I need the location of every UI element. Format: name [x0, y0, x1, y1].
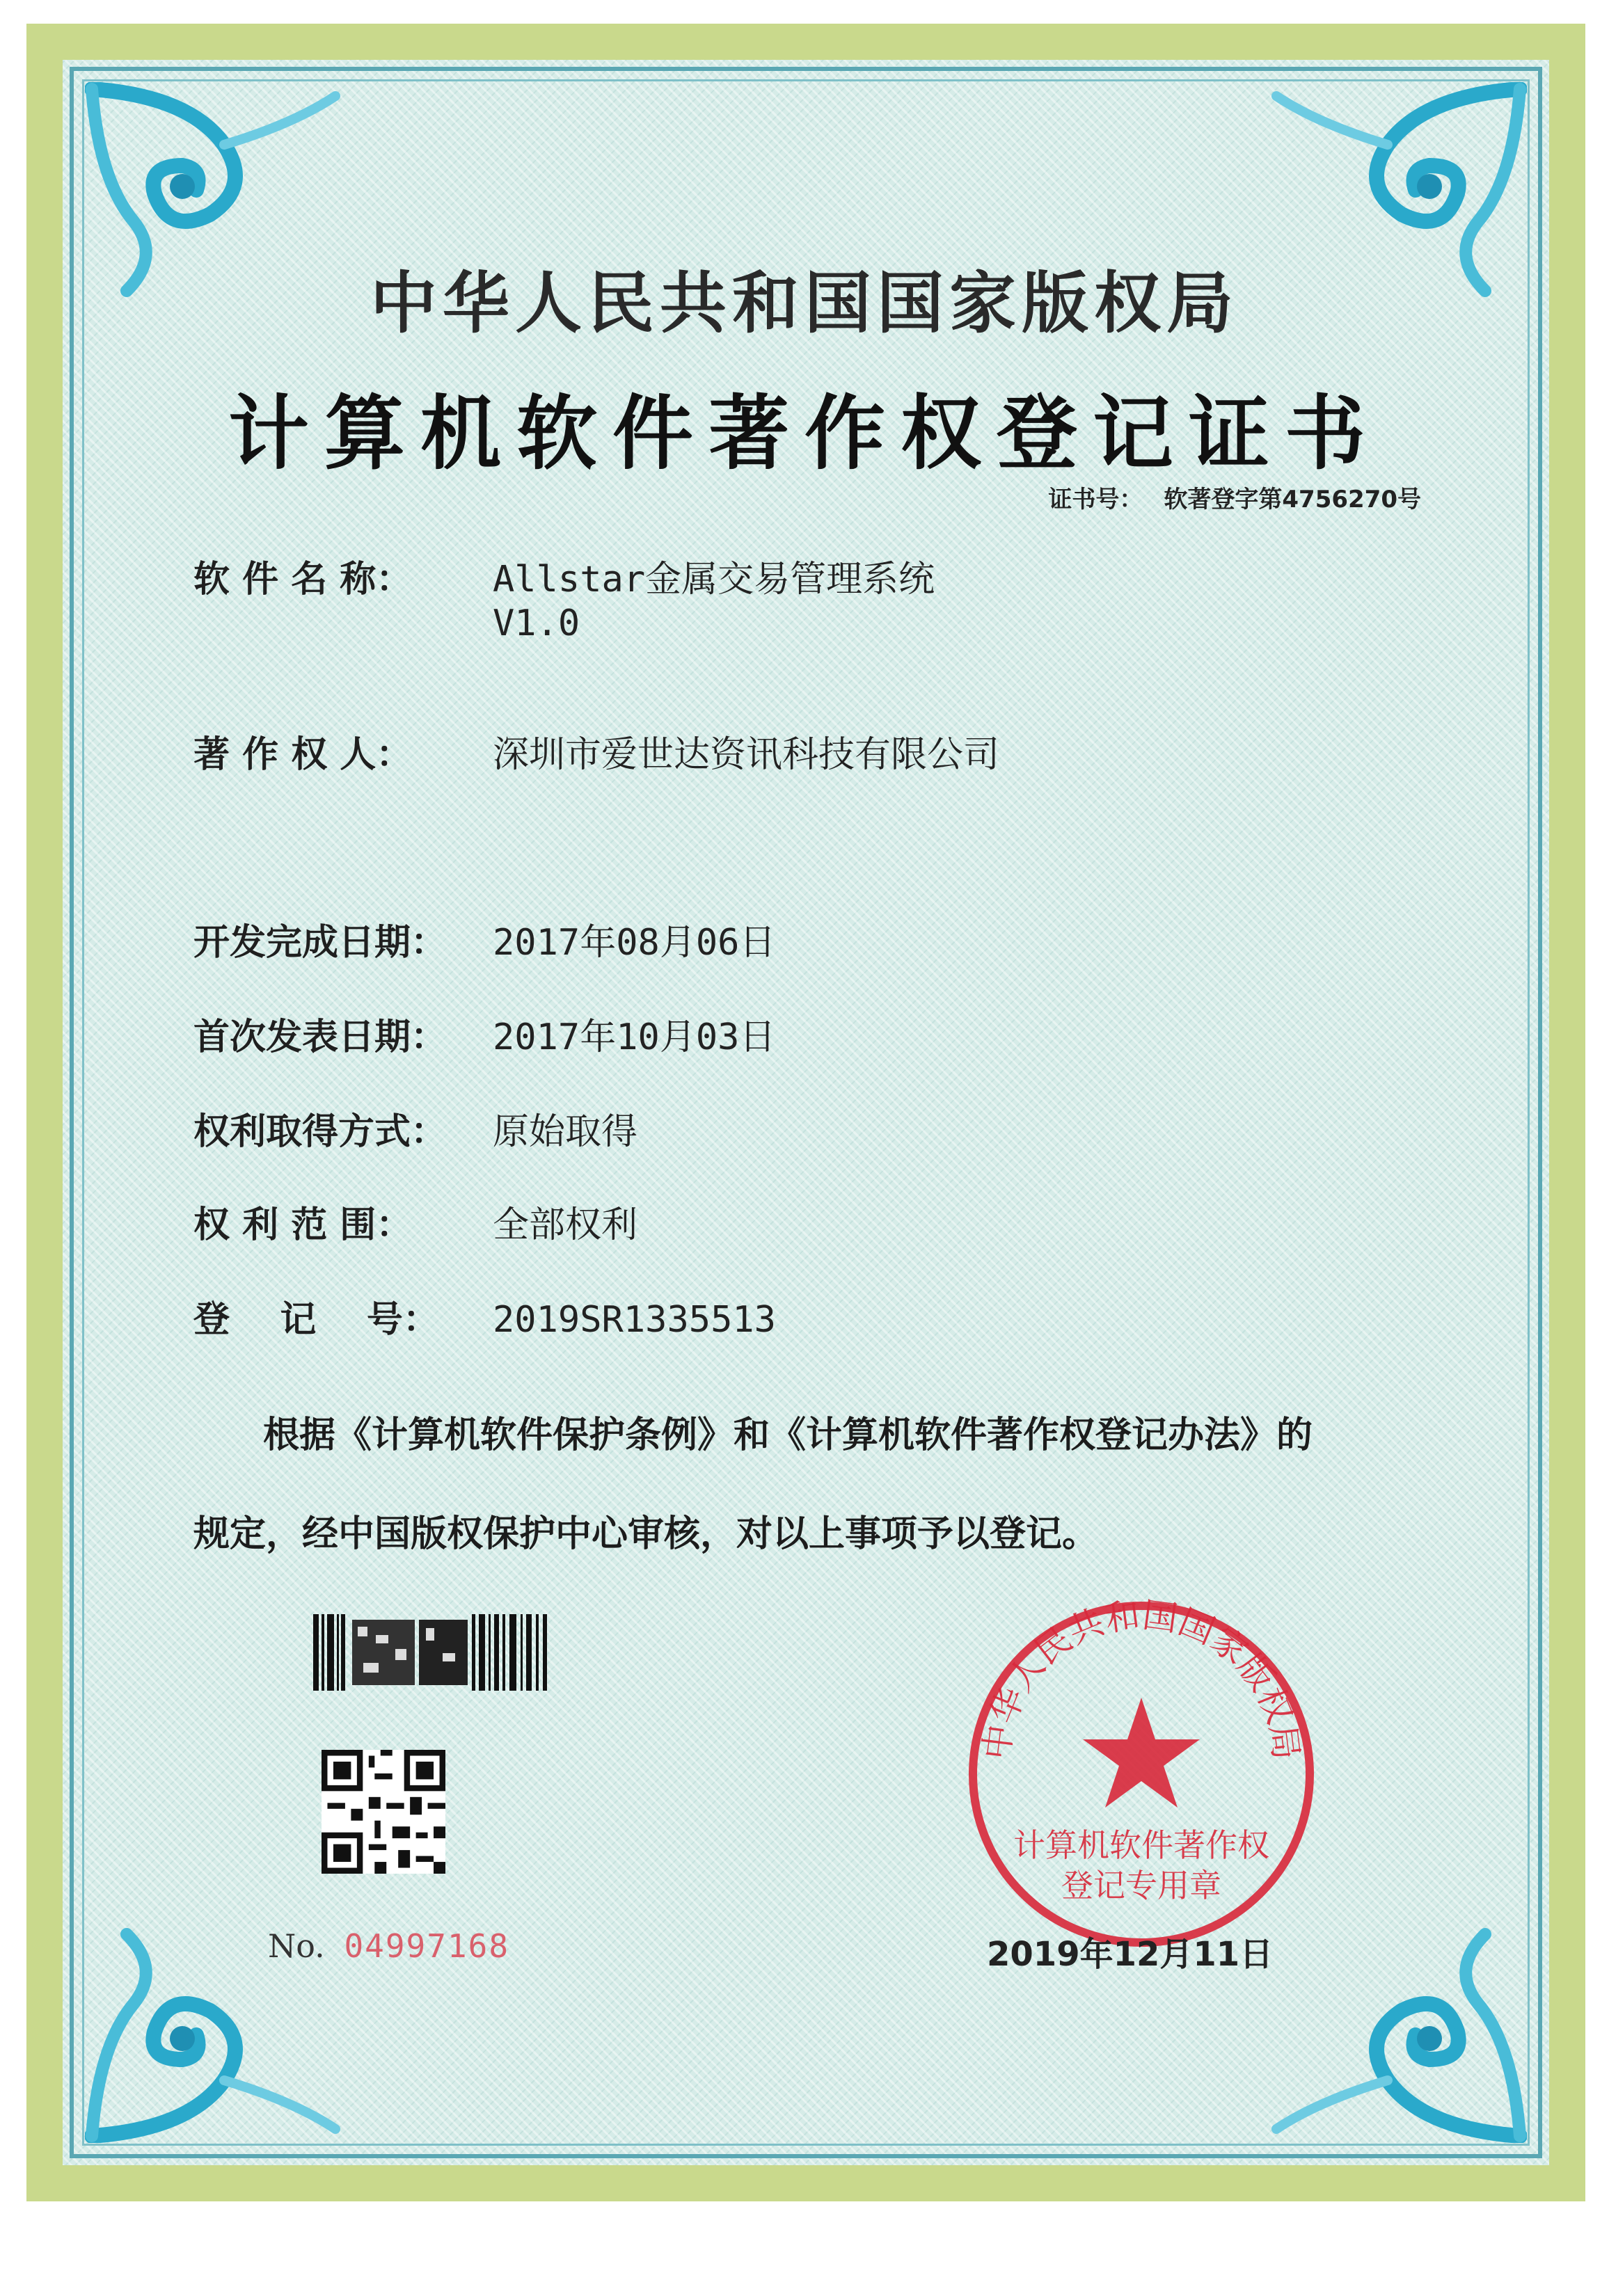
acquisition-label: 权利取得方式：	[193, 1111, 447, 1153]
owner-label: 著 作 权 人：	[193, 734, 413, 776]
publish-date-label: 首次发表日期：	[193, 1017, 447, 1058]
certificate-number-label: 证书号：	[1048, 486, 1143, 513]
seal-ring-text: 中华人民共和国国家版权局	[976, 1594, 1307, 1762]
acquisition-value: 原始取得	[493, 1111, 638, 1153]
software-name-label: 软 件 名 称：	[193, 559, 413, 600]
field-registration-number	[193, 1297, 776, 1343]
seal-star-icon	[1083, 1698, 1200, 1808]
field-completion-date	[193, 920, 775, 966]
official-seal	[960, 1593, 1322, 1955]
barcode	[313, 1614, 550, 1691]
field-publish-date	[193, 1014, 775, 1060]
issuer-title: 中华人民共和国国家版权局	[370, 264, 1239, 342]
scope-value: 全部权利	[493, 1204, 638, 1246]
field-owner	[193, 732, 999, 778]
certificate-title: 计算机软件著作权登记证书	[228, 386, 1381, 481]
scope-label: 权 利 范 围：	[193, 1204, 413, 1246]
serial-number	[268, 1927, 509, 1965]
publish-date-value: 2017年10月03日	[493, 1017, 776, 1058]
field-software-name	[193, 557, 935, 603]
seal-inner-line-1: 计算机软件著作权	[1013, 1826, 1269, 1864]
completion-date-value: 2017年08月06日	[493, 922, 776, 964]
completion-date-label: 开发完成日期：	[193, 922, 447, 964]
owner-value: 深圳市爱世达资讯科技有限公司	[493, 734, 1000, 776]
issue-date: 2019年12月11日	[987, 1935, 1274, 1974]
reg-no-label: 登 记 号：	[193, 1299, 439, 1341]
field-rights-scope	[193, 1202, 637, 1248]
certificate-number	[1048, 480, 1421, 514]
field-acquisition-method	[193, 1109, 637, 1155]
software-version: V1.0	[493, 603, 580, 644]
reg-no-value: 2019SR1335513	[493, 1299, 776, 1341]
serial-value: 04997168	[344, 1927, 510, 1965]
certificate-number-value: 软著登字第4756270号	[1164, 486, 1421, 513]
statement-line-1: 根据《计算机软件保护条例》和《计算机软件著作权登记办法》的	[263, 1414, 1313, 1456]
qr-code	[322, 1750, 445, 1874]
serial-prefix: No.	[268, 1927, 325, 1965]
software-name-value: Allstar金属交易管理系统	[493, 559, 935, 600]
seal-inner-line-2: 登记专用章	[1061, 1867, 1221, 1904]
statement-line-2: 规定，经中国版权保护中心审核，对以上事项予以登记。	[193, 1513, 1099, 1555]
